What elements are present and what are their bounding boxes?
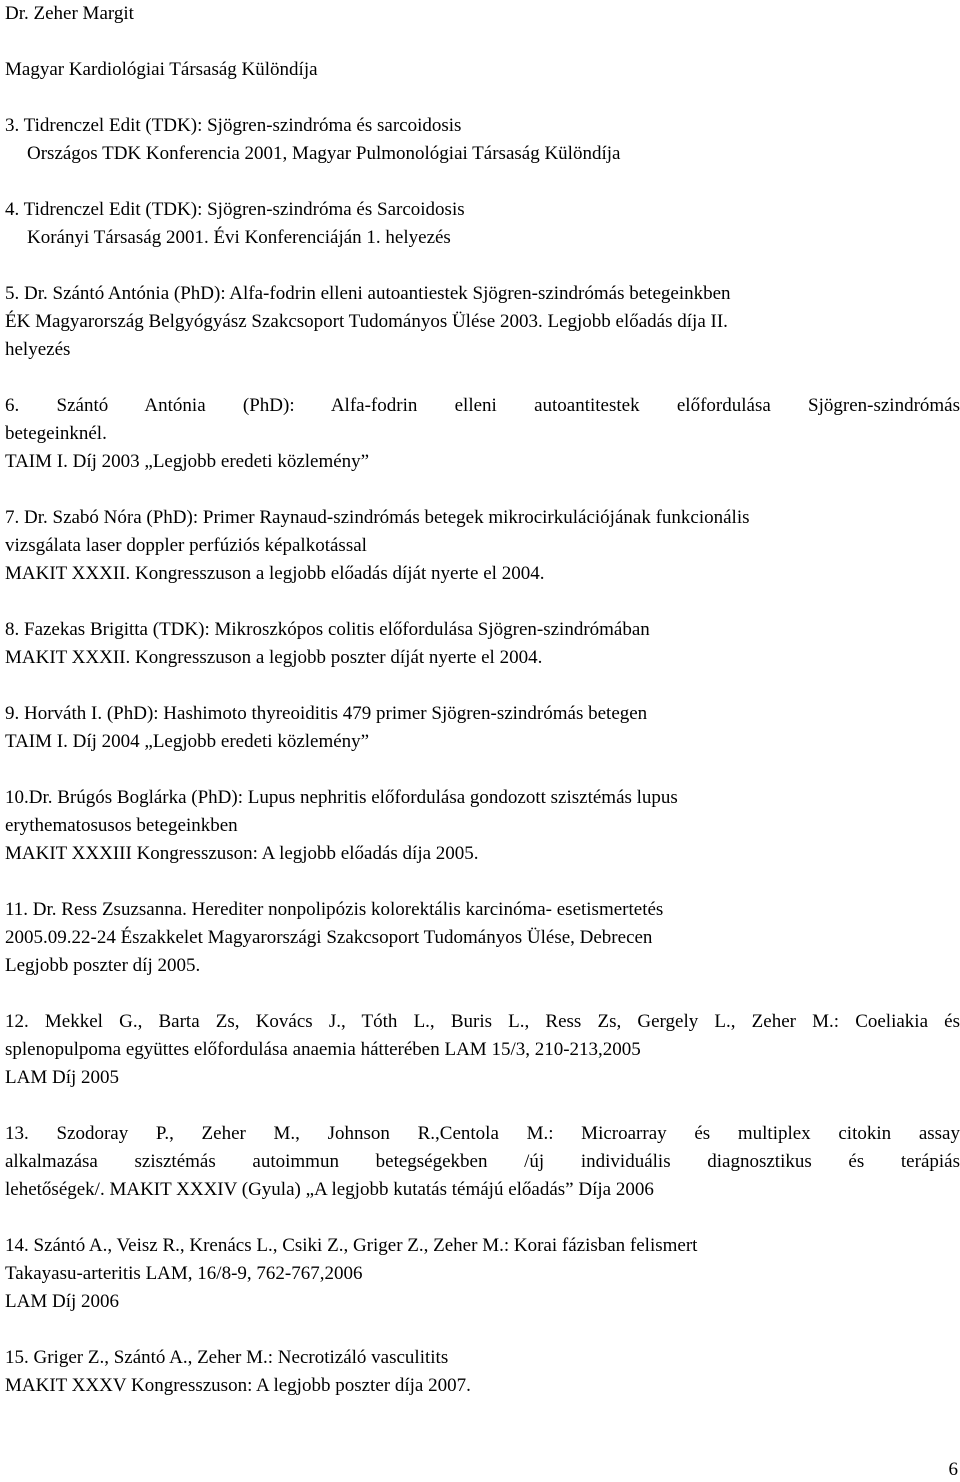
entry-line: lehetőségek/. MAKIT XXXIV (Gyula) „A legjobb kutatás témájú előadás” Díja 2006 (5, 1179, 654, 1200)
entry-line: Korányi Társaság 2001. Évi Konferenciáján 1. helyezés (27, 227, 451, 248)
entry-line: 14. Szántó A., Veisz R., Krenács L., Csiki Z., Griger Z., Zeher M.: Korai fázisban felismert (5, 1235, 698, 1256)
entry-line: MAKIT XXXV Kongresszuson: A legjobb poszter díja 2007. (5, 1375, 471, 1396)
award-entry-13 (5, 1120, 960, 1204)
spacer (5, 476, 960, 504)
entry-line: MAKIT XXXIII Kongresszuson: A legjobb előadás díja 2005. (5, 843, 479, 864)
entry-line: Legjobb poszter díj 2005. (5, 955, 201, 976)
spacer (5, 1204, 960, 1232)
entry-line: betegeinknél. (5, 423, 107, 444)
spacer (5, 364, 960, 392)
entry-line: splenopulpoma együttes előfordulása anaemia hátterében LAM 15/3, 210-213,2005 (5, 1039, 641, 1060)
entry-line: erythematosusos betegeinkben (5, 815, 238, 836)
spacer (5, 1316, 960, 1344)
page-number: 6 (948, 1459, 958, 1480)
spacer (5, 28, 960, 56)
entry-line: vizsgálata laser doppler perfúziós képalkotással (5, 535, 367, 556)
award-entry-5 (5, 280, 960, 364)
entry-line: 6. Szántó Antónia (PhD): Alfa-fodrin elleni autoantitestek előfordulása Sjögren-szindrómás (5, 395, 960, 416)
entry-line: alkalmazása szisztémás autoimmun betegségekben /új individuális diagnosztikus és terápiás (5, 1151, 960, 1172)
intro-award: Magyar Kardiológiai Társaság Különdíja (5, 59, 318, 80)
entry-line: 4. Tidrenczel Edit (TDK): Sjögren-szindróma és Sarcoidosis (5, 199, 465, 220)
entry-line: 11. Dr. Ress Zsuzsanna. Herediter nonpolipózis kolorektális karcinóma- esetismertetés (5, 899, 664, 920)
entry-line: LAM Díj 2005 (5, 1067, 119, 1088)
entry-line: 2005.09.22-24 Északkelet Magyarországi Szakcsoport Tudományos Ülése, Debrecen (5, 927, 653, 948)
entry-line: 3. Tidrenczel Edit (TDK): Sjögren-szindróma és sarcoidosis (5, 115, 462, 136)
spacer (5, 84, 960, 112)
spacer (5, 756, 960, 784)
spacer (5, 168, 960, 196)
award-entry-3 (5, 112, 960, 168)
header-name: Dr. Zeher Margit (5, 3, 134, 24)
entry-line: 9. Horváth I. (PhD): Hashimoto thyreoiditis 479 primer Sjögren-szindrómás betegen (5, 703, 648, 724)
entry-line: 8. Fazekas Brigitta (TDK): Mikroszkópos colitis előfordulása Sjögren-szindrómában (5, 619, 650, 640)
award-entry-11 (5, 896, 960, 980)
entry-line: helyezés (5, 339, 71, 360)
spacer (5, 252, 960, 280)
entry-line: 10.Dr. Brúgós Boglárka (PhD): Lupus nephritis előfordulása gondozott szisztémás lupus (5, 787, 678, 808)
entry-line: MAKIT XXXII. Kongresszuson a legjobb poszter díját nyerte el 2004. (5, 647, 543, 668)
entry-line: TAIM I. Díj 2004 „Legjobb eredeti közlemény” (5, 731, 370, 752)
entry-line: TAIM I. Díj 2003 „Legjobb eredeti közlemény” (5, 451, 370, 472)
award-entry-6 (5, 392, 960, 476)
spacer (5, 868, 960, 896)
entry-line: 7. Dr. Szabó Nóra (PhD): Primer Raynaud-szindrómás betegek mikrocirkulációjának funkcionális (5, 507, 750, 528)
entry-line: LAM Díj 2006 (5, 1291, 119, 1312)
award-entry-14 (5, 1232, 960, 1316)
spacer (5, 672, 960, 700)
entry-line: 5. Dr. Szántó Antónia (PhD): Alfa-fodrin elleni autoantiestek Sjögren-szindrómás betegeinkben (5, 283, 731, 304)
spacer (5, 980, 960, 1008)
award-entry-10 (5, 784, 960, 868)
entry-line: 15. Griger Z., Szántó A., Zeher M.: Necrotizáló vasculitits (5, 1347, 449, 1368)
entry-line: Takayasu-arteritis LAM, 16/8-9, 762-767,2006 (5, 1263, 363, 1284)
award-entry-12 (5, 1008, 960, 1092)
entry-line: MAKIT XXXII. Kongresszuson a legjobb előadás díját nyerte el 2004. (5, 563, 545, 584)
document-page (5, 0, 960, 1400)
award-entry-15 (5, 1344, 960, 1400)
award-entry-4 (5, 196, 960, 252)
entry-line: 12. Mekkel G., Barta Zs, Kovács J., Tóth L., Buris L., Ress Zs, Gergely L., Zeher M.: Coeliakia és (5, 1011, 960, 1032)
award-entry-8 (5, 616, 960, 672)
award-entry-7 (5, 504, 960, 588)
entry-line: Országos TDK Konferencia 2001, Magyar Pulmonológiai Társaság Különdíja (27, 143, 621, 164)
award-entry-9 (5, 700, 960, 756)
spacer (5, 1092, 960, 1120)
entry-line: ÉK Magyarország Belgyógyász Szakcsoport Tudományos Ülése 2003. Legjobb előadás díja II. (5, 311, 728, 332)
entry-line: 13. Szodoray P., Zeher M., Johnson R.,Centola M.: Microarray és multiplex citokin assay (5, 1123, 960, 1144)
spacer (5, 588, 960, 616)
